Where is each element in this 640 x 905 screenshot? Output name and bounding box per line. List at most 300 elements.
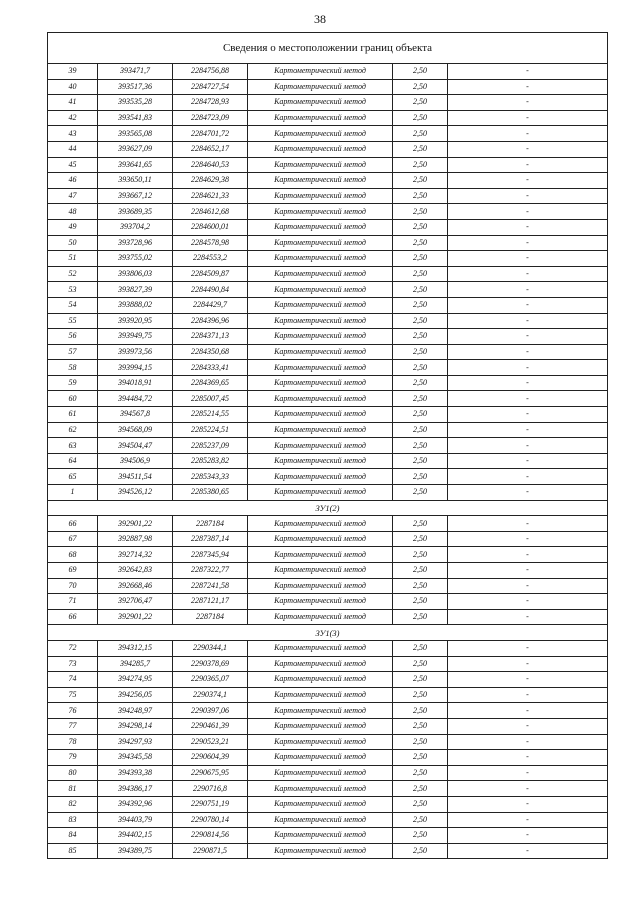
accuracy-cell: 2,50: [393, 204, 448, 220]
method-cell: Картометрический метод: [248, 563, 393, 579]
method-cell: Картометрический метод: [248, 344, 393, 360]
y-coordinate-cell: 2290374,1: [173, 687, 248, 703]
x-coordinate-cell: 392706,47: [98, 594, 173, 610]
table-row: [48, 547, 608, 563]
point-number-cell: 50: [48, 235, 98, 251]
point-number-cell: 81: [48, 781, 98, 797]
description-cell: -: [448, 843, 608, 859]
y-coordinate-cell: 2284369,65: [173, 375, 248, 391]
y-coordinate-cell: 2284600,01: [173, 219, 248, 235]
x-coordinate-cell: 394393,38: [98, 765, 173, 781]
point-number-cell: 44: [48, 141, 98, 157]
accuracy-cell: 2,50: [393, 266, 448, 282]
x-coordinate-cell: 393517,36: [98, 79, 173, 95]
table-row: [48, 173, 608, 189]
x-coordinate-cell: 393920,95: [98, 313, 173, 329]
y-coordinate-cell: 2285237,09: [173, 438, 248, 454]
point-number-cell: 71: [48, 594, 98, 610]
section-header-row: [48, 625, 608, 641]
point-number-cell: 61: [48, 407, 98, 423]
accuracy-cell: 2,50: [393, 344, 448, 360]
section-header: ЗУ1(2): [48, 500, 608, 516]
table-row: [48, 344, 608, 360]
table-row: [48, 329, 608, 345]
table-row: [48, 110, 608, 126]
table-row: [48, 251, 608, 267]
x-coordinate-cell: 394297,93: [98, 734, 173, 750]
x-coordinate-cell: 394345,58: [98, 750, 173, 766]
y-coordinate-cell: 2284756,88: [173, 64, 248, 80]
x-coordinate-cell: 393994,15: [98, 360, 173, 376]
method-cell: Картометрический метод: [248, 126, 393, 142]
table-row: [48, 796, 608, 812]
method-cell: Картометрический метод: [248, 750, 393, 766]
method-cell: Картометрический метод: [248, 734, 393, 750]
accuracy-cell: 2,50: [393, 126, 448, 142]
accuracy-cell: 2,50: [393, 687, 448, 703]
accuracy-cell: 2,50: [393, 750, 448, 766]
method-cell: Картометрический метод: [248, 547, 393, 563]
table-row: [48, 531, 608, 547]
table-row: [48, 157, 608, 173]
point-number-cell: 63: [48, 438, 98, 454]
accuracy-cell: 2,50: [393, 438, 448, 454]
x-coordinate-cell: 392714,32: [98, 547, 173, 563]
description-cell: -: [448, 219, 608, 235]
accuracy-cell: 2,50: [393, 95, 448, 111]
point-number-cell: 46: [48, 173, 98, 189]
point-number-cell: 55: [48, 313, 98, 329]
description-cell: -: [448, 282, 608, 298]
description-cell: -: [448, 594, 608, 610]
method-cell: Картометрический метод: [248, 329, 393, 345]
description-cell: -: [448, 453, 608, 469]
point-number-cell: 60: [48, 391, 98, 407]
description-cell: -: [448, 188, 608, 204]
description-cell: -: [448, 375, 608, 391]
method-cell: Картометрический метод: [248, 843, 393, 859]
method-cell: Картометрический метод: [248, 204, 393, 220]
description-cell: -: [448, 609, 608, 625]
section-header: ЗУ1(3): [48, 625, 608, 641]
x-coordinate-cell: 394568,09: [98, 422, 173, 438]
table-row: [48, 781, 608, 797]
x-coordinate-cell: 394484,72: [98, 391, 173, 407]
description-cell: -: [448, 812, 608, 828]
table-row: [48, 485, 608, 501]
description-cell: -: [448, 578, 608, 594]
point-number-cell: 49: [48, 219, 98, 235]
x-coordinate-cell: 394511,54: [98, 469, 173, 485]
point-number-cell: 85: [48, 843, 98, 859]
accuracy-cell: 2,50: [393, 734, 448, 750]
x-coordinate-cell: 394403,79: [98, 812, 173, 828]
x-coordinate-cell: 393949,75: [98, 329, 173, 345]
description-cell: -: [448, 297, 608, 313]
description-cell: -: [448, 204, 608, 220]
point-number-cell: 74: [48, 672, 98, 688]
point-number-cell: 58: [48, 360, 98, 376]
description-cell: -: [448, 734, 608, 750]
point-number-cell: 41: [48, 95, 98, 111]
method-cell: Картометрический метод: [248, 594, 393, 610]
table-row: [48, 64, 608, 80]
accuracy-cell: 2,50: [393, 157, 448, 173]
table-row: [48, 391, 608, 407]
method-cell: Картометрический метод: [248, 765, 393, 781]
accuracy-cell: 2,50: [393, 531, 448, 547]
description-cell: -: [448, 157, 608, 173]
accuracy-cell: 2,50: [393, 79, 448, 95]
accuracy-cell: 2,50: [393, 594, 448, 610]
table-row: [48, 656, 608, 672]
y-coordinate-cell: 2284728,93: [173, 95, 248, 111]
method-cell: Картометрический метод: [248, 360, 393, 376]
method-cell: Картометрический метод: [248, 453, 393, 469]
x-coordinate-cell: 393888,02: [98, 297, 173, 313]
method-cell: Картометрический метод: [248, 266, 393, 282]
description-cell: -: [448, 64, 608, 80]
method-cell: Картометрический метод: [248, 110, 393, 126]
description-cell: -: [448, 422, 608, 438]
x-coordinate-cell: 394402,15: [98, 828, 173, 844]
point-number-cell: 53: [48, 282, 98, 298]
table-row: [48, 235, 608, 251]
table-row: [48, 282, 608, 298]
description-cell: -: [448, 391, 608, 407]
point-number-cell: 56: [48, 329, 98, 345]
x-coordinate-cell: 392901,22: [98, 609, 173, 625]
accuracy-cell: 2,50: [393, 235, 448, 251]
x-coordinate-cell: 394248,97: [98, 703, 173, 719]
table-row: [48, 609, 608, 625]
table-row: [48, 843, 608, 859]
method-cell: Картометрический метод: [248, 173, 393, 189]
x-coordinate-cell: 393627,09: [98, 141, 173, 157]
y-coordinate-cell: 2290780,14: [173, 812, 248, 828]
table-title: Сведения о местоположении границ объекта: [48, 33, 608, 64]
description-cell: -: [448, 360, 608, 376]
description-cell: -: [448, 251, 608, 267]
description-cell: -: [448, 79, 608, 95]
method-cell: Картометрический метод: [248, 828, 393, 844]
table-row: [48, 828, 608, 844]
description-cell: -: [448, 95, 608, 111]
description-cell: -: [448, 563, 608, 579]
x-coordinate-cell: 393689,35: [98, 204, 173, 220]
accuracy-cell: 2,50: [393, 141, 448, 157]
method-cell: Картометрический метод: [248, 79, 393, 95]
point-number-cell: 80: [48, 765, 98, 781]
accuracy-cell: 2,50: [393, 173, 448, 189]
x-coordinate-cell: 393565,08: [98, 126, 173, 142]
table-row: [48, 95, 608, 111]
table-row: [48, 453, 608, 469]
point-number-cell: 82: [48, 796, 98, 812]
accuracy-cell: 2,50: [393, 812, 448, 828]
page-number: 38: [314, 12, 326, 26]
method-cell: Картометрический метод: [248, 157, 393, 173]
y-coordinate-cell: 2284701,72: [173, 126, 248, 142]
accuracy-cell: 2,50: [393, 110, 448, 126]
y-coordinate-cell: 2284727,54: [173, 79, 248, 95]
point-number-cell: 64: [48, 453, 98, 469]
description-cell: -: [448, 516, 608, 532]
y-coordinate-cell: 2284490,84: [173, 282, 248, 298]
x-coordinate-cell: 394389,75: [98, 843, 173, 859]
table-row: [48, 126, 608, 142]
method-cell: Картометрический метод: [248, 297, 393, 313]
method-cell: Картометрический метод: [248, 438, 393, 454]
accuracy-cell: 2,50: [393, 64, 448, 80]
accuracy-cell: 2,50: [393, 563, 448, 579]
accuracy-cell: 2,50: [393, 781, 448, 797]
x-coordinate-cell: 393973,56: [98, 344, 173, 360]
description-cell: -: [448, 485, 608, 501]
y-coordinate-cell: 2287345,94: [173, 547, 248, 563]
y-coordinate-cell: 2284429,7: [173, 297, 248, 313]
description-cell: -: [448, 640, 608, 656]
method-cell: Картометрический метод: [248, 219, 393, 235]
method-cell: Картометрический метод: [248, 718, 393, 734]
accuracy-cell: 2,50: [393, 640, 448, 656]
x-coordinate-cell: 394504,47: [98, 438, 173, 454]
y-coordinate-cell: 2284396,96: [173, 313, 248, 329]
method-cell: Картометрический метод: [248, 64, 393, 80]
point-number-cell: 68: [48, 547, 98, 563]
point-number-cell: 45: [48, 157, 98, 173]
table-row: [48, 734, 608, 750]
x-coordinate-cell: 392642,83: [98, 563, 173, 579]
y-coordinate-cell: 2287241,58: [173, 578, 248, 594]
point-number-cell: 78: [48, 734, 98, 750]
x-coordinate-cell: 394285,7: [98, 656, 173, 672]
point-number-cell: 62: [48, 422, 98, 438]
y-coordinate-cell: 2284652,17: [173, 141, 248, 157]
table-row: [48, 765, 608, 781]
point-number-cell: 83: [48, 812, 98, 828]
point-number-cell: 40: [48, 79, 98, 95]
accuracy-cell: 2,50: [393, 375, 448, 391]
method-cell: Картометрический метод: [248, 687, 393, 703]
accuracy-cell: 2,50: [393, 485, 448, 501]
accuracy-cell: 2,50: [393, 329, 448, 345]
table-row: [48, 360, 608, 376]
description-cell: -: [448, 781, 608, 797]
boundary-coordinates-table: [47, 32, 608, 859]
method-cell: Картометрический метод: [248, 578, 393, 594]
point-number-cell: 66: [48, 516, 98, 532]
x-coordinate-cell: 393806,03: [98, 266, 173, 282]
description-cell: -: [448, 765, 608, 781]
y-coordinate-cell: 2290871,5: [173, 843, 248, 859]
table-row: [48, 297, 608, 313]
description-cell: -: [448, 313, 608, 329]
method-cell: Картометрический метод: [248, 531, 393, 547]
method-cell: Картометрический метод: [248, 251, 393, 267]
accuracy-cell: 2,50: [393, 765, 448, 781]
table-row: [48, 375, 608, 391]
accuracy-cell: 2,50: [393, 672, 448, 688]
description-cell: -: [448, 407, 608, 423]
accuracy-cell: 2,50: [393, 282, 448, 298]
x-coordinate-cell: 393471,7: [98, 64, 173, 80]
point-number-cell: 65: [48, 469, 98, 485]
y-coordinate-cell: 2290397,06: [173, 703, 248, 719]
y-coordinate-cell: 2285007,45: [173, 391, 248, 407]
accuracy-cell: 2,50: [393, 453, 448, 469]
table-row: [48, 141, 608, 157]
y-coordinate-cell: 2287121,17: [173, 594, 248, 610]
point-number-cell: 54: [48, 297, 98, 313]
accuracy-cell: 2,50: [393, 516, 448, 532]
y-coordinate-cell: 2285380,65: [173, 485, 248, 501]
method-cell: Картометрический метод: [248, 781, 393, 797]
method-cell: Картометрический метод: [248, 407, 393, 423]
method-cell: Картометрический метод: [248, 313, 393, 329]
accuracy-cell: 2,50: [393, 703, 448, 719]
x-coordinate-cell: 394526,12: [98, 485, 173, 501]
y-coordinate-cell: 2287387,14: [173, 531, 248, 547]
y-coordinate-cell: 2290461,39: [173, 718, 248, 734]
point-number-cell: 59: [48, 375, 98, 391]
y-coordinate-cell: 2284621,33: [173, 188, 248, 204]
description-cell: -: [448, 110, 608, 126]
x-coordinate-cell: 393755,02: [98, 251, 173, 267]
method-cell: Картометрический метод: [248, 485, 393, 501]
table-row: [48, 438, 608, 454]
y-coordinate-cell: 2290716,8: [173, 781, 248, 797]
table-row: [48, 516, 608, 532]
y-coordinate-cell: 2290604,39: [173, 750, 248, 766]
x-coordinate-cell: 394506,9: [98, 453, 173, 469]
accuracy-cell: 2,50: [393, 609, 448, 625]
point-number-cell: 1: [48, 485, 98, 501]
description-cell: -: [448, 718, 608, 734]
y-coordinate-cell: 2285343,33: [173, 469, 248, 485]
y-coordinate-cell: 2284640,53: [173, 157, 248, 173]
table-row: [48, 313, 608, 329]
x-coordinate-cell: 392887,98: [98, 531, 173, 547]
accuracy-cell: 2,50: [393, 391, 448, 407]
accuracy-cell: 2,50: [393, 578, 448, 594]
description-cell: -: [448, 703, 608, 719]
accuracy-cell: 2,50: [393, 547, 448, 563]
point-number-cell: 75: [48, 687, 98, 703]
y-coordinate-cell: 2290523,21: [173, 734, 248, 750]
accuracy-cell: 2,50: [393, 219, 448, 235]
point-number-cell: 57: [48, 344, 98, 360]
y-coordinate-cell: 2285224,51: [173, 422, 248, 438]
method-cell: Картометрический метод: [248, 703, 393, 719]
method-cell: Картометрический метод: [248, 141, 393, 157]
y-coordinate-cell: 2290344,1: [173, 640, 248, 656]
x-coordinate-cell: 394567,8: [98, 407, 173, 423]
point-number-cell: 66: [48, 609, 98, 625]
method-cell: Картометрический метод: [248, 812, 393, 828]
x-coordinate-cell: 394386,17: [98, 781, 173, 797]
method-cell: Картометрический метод: [248, 95, 393, 111]
description-cell: -: [448, 173, 608, 189]
y-coordinate-cell: 2284553,2: [173, 251, 248, 267]
table-row: [48, 640, 608, 656]
description-cell: -: [448, 329, 608, 345]
y-coordinate-cell: 2287184: [173, 609, 248, 625]
y-coordinate-cell: 2284578,98: [173, 235, 248, 251]
description-cell: -: [448, 141, 608, 157]
table-row: [48, 750, 608, 766]
method-cell: Картометрический метод: [248, 796, 393, 812]
point-number-cell: 47: [48, 188, 98, 204]
x-coordinate-cell: 392668,46: [98, 578, 173, 594]
method-cell: Картометрический метод: [248, 656, 393, 672]
description-cell: -: [448, 266, 608, 282]
description-cell: -: [448, 672, 608, 688]
table-row: [48, 407, 608, 423]
accuracy-cell: 2,50: [393, 251, 448, 267]
point-number-cell: 39: [48, 64, 98, 80]
method-cell: Картометрический метод: [248, 422, 393, 438]
table-row: [48, 812, 608, 828]
table-row: [48, 266, 608, 282]
point-number-cell: 43: [48, 126, 98, 142]
y-coordinate-cell: 2284350,68: [173, 344, 248, 360]
method-cell: Картометрический метод: [248, 640, 393, 656]
description-cell: -: [448, 750, 608, 766]
y-coordinate-cell: 2287322,77: [173, 563, 248, 579]
y-coordinate-cell: 2290378,69: [173, 656, 248, 672]
x-coordinate-cell: 393541,83: [98, 110, 173, 126]
table-row: [48, 469, 608, 485]
accuracy-cell: 2,50: [393, 422, 448, 438]
accuracy-cell: 2,50: [393, 313, 448, 329]
y-coordinate-cell: 2284333,41: [173, 360, 248, 376]
description-cell: -: [448, 547, 608, 563]
table-row: [48, 79, 608, 95]
point-number-cell: 51: [48, 251, 98, 267]
description-cell: -: [448, 126, 608, 142]
x-coordinate-cell: 394256,05: [98, 687, 173, 703]
description-cell: -: [448, 235, 608, 251]
description-cell: -: [448, 828, 608, 844]
method-cell: Картометрический метод: [248, 609, 393, 625]
description-cell: -: [448, 344, 608, 360]
x-coordinate-cell: 392901,22: [98, 516, 173, 532]
method-cell: Картометрический метод: [248, 235, 393, 251]
x-coordinate-cell: 394274,95: [98, 672, 173, 688]
method-cell: Картометрический метод: [248, 672, 393, 688]
table-row: [48, 594, 608, 610]
y-coordinate-cell: 2290814,56: [173, 828, 248, 844]
y-coordinate-cell: 2290675,95: [173, 765, 248, 781]
table-row: [48, 188, 608, 204]
y-coordinate-cell: 2284612,68: [173, 204, 248, 220]
y-coordinate-cell: 2284723,09: [173, 110, 248, 126]
accuracy-cell: 2,50: [393, 718, 448, 734]
description-cell: -: [448, 469, 608, 485]
x-coordinate-cell: 393728,96: [98, 235, 173, 251]
point-number-cell: 70: [48, 578, 98, 594]
y-coordinate-cell: 2287184: [173, 516, 248, 532]
accuracy-cell: 2,50: [393, 297, 448, 313]
method-cell: Картометрический метод: [248, 469, 393, 485]
accuracy-cell: 2,50: [393, 360, 448, 376]
method-cell: Картометрический метод: [248, 188, 393, 204]
description-cell: -: [448, 796, 608, 812]
point-number-cell: 42: [48, 110, 98, 126]
accuracy-cell: 2,50: [393, 469, 448, 485]
y-coordinate-cell: 2285214,55: [173, 407, 248, 423]
